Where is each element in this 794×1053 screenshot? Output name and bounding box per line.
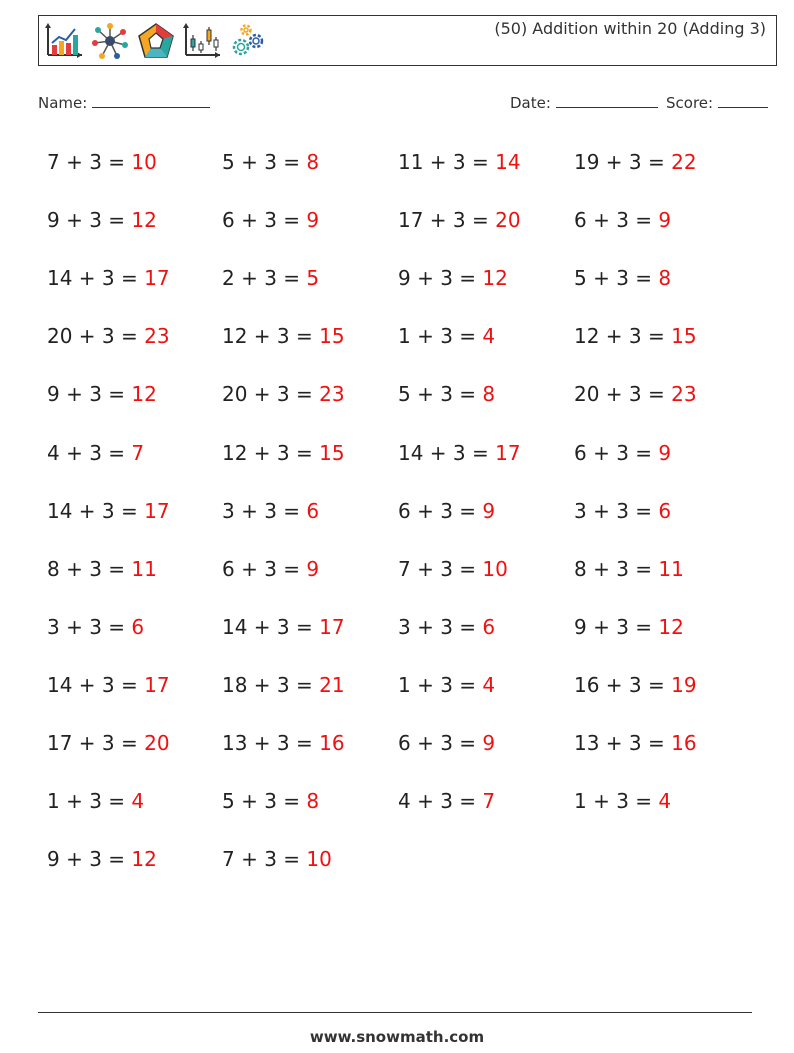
problem-answer: 9 [482, 731, 496, 755]
problem-answer: 15 [671, 324, 697, 348]
problem-answer: 17 [144, 499, 170, 523]
date-label: Date: [510, 94, 551, 112]
problem-item [574, 208, 671, 232]
problem-answer: 5 [306, 266, 320, 290]
problem-answer: 12 [131, 208, 157, 232]
problem-answer: 7 [131, 441, 145, 465]
problem-expression: 7 + 3 = [222, 847, 307, 871]
problem-answer: 16 [671, 731, 697, 755]
problem-expression: 12 + 3 = [574, 324, 672, 348]
problem-expression: 6 + 3 = [574, 208, 659, 232]
problem-answer: 16 [319, 731, 345, 755]
problem-answer: 19 [671, 673, 697, 697]
problem-expression: 8 + 3 = [47, 557, 132, 581]
problem-expression: 19 + 3 = [574, 150, 672, 174]
problem-answer: 6 [131, 615, 145, 639]
problem-answer: 17 [319, 615, 345, 639]
problem-item [574, 731, 697, 755]
problem-expression: 14 + 3 = [47, 266, 145, 290]
problem-answer: 9 [482, 499, 496, 523]
problem-expression: 13 + 3 = [222, 731, 320, 755]
problem-answer: 7 [482, 789, 496, 813]
problem-item [574, 382, 697, 406]
problem-expression: 7 + 3 = [398, 557, 483, 581]
problem-expression: 14 + 3 = [222, 615, 320, 639]
problem-answer: 10 [131, 150, 157, 174]
problem-expression: 3 + 3 = [222, 499, 307, 523]
problem-answer: 6 [306, 499, 320, 523]
problem-expression: 5 + 3 = [222, 789, 307, 813]
problem-expression: 4 + 3 = [398, 789, 483, 813]
problem-answer: 22 [671, 150, 697, 174]
footer-divider [38, 1012, 752, 1013]
problem-answer: 20 [495, 208, 521, 232]
problem-answer: 9 [658, 208, 672, 232]
problem-item [222, 615, 345, 639]
problem-expression: 1 + 3 = [47, 789, 132, 813]
problem-expression: 16 + 3 = [574, 673, 672, 697]
problem-item [47, 557, 157, 581]
problem-item [222, 208, 319, 232]
problem-expression: 5 + 3 = [222, 150, 307, 174]
problem-expression: 13 + 3 = [574, 731, 672, 755]
problem-item [222, 731, 345, 755]
problem-expression: 1 + 3 = [574, 789, 659, 813]
problem-answer: 11 [658, 557, 684, 581]
name-label: Name: [38, 94, 88, 112]
problem-expression: 9 + 3 = [398, 266, 483, 290]
problem-item [222, 789, 319, 813]
problem-answer: 23 [671, 382, 697, 406]
problem-answer: 9 [306, 557, 320, 581]
problem-expression: 6 + 3 = [574, 441, 659, 465]
problem-item [398, 150, 521, 174]
problem-expression: 9 + 3 = [47, 382, 132, 406]
problem-expression: 9 + 3 = [47, 847, 132, 871]
problem-item [574, 789, 671, 813]
worksheet-title: (50) Addition within 20 (Adding 3) [494, 19, 766, 38]
problem-answer: 8 [306, 789, 320, 813]
problem-item [574, 673, 697, 697]
problem-item [222, 673, 345, 697]
problem-item [398, 731, 495, 755]
problem-expression: 14 + 3 = [47, 499, 145, 523]
problem-answer: 12 [658, 615, 684, 639]
problem-item [47, 266, 170, 290]
problem-expression: 11 + 3 = [398, 150, 496, 174]
problem-item [398, 266, 508, 290]
score-label: Score: [666, 94, 714, 112]
problem-expression: 12 + 3 = [222, 324, 320, 348]
problem-item [398, 673, 495, 697]
problem-item [222, 499, 319, 523]
problem-item [222, 441, 345, 465]
problem-expression: 6 + 3 = [398, 499, 483, 523]
problem-item [47, 615, 144, 639]
footer-url: www.snowmath.com [309, 1028, 485, 1046]
problem-item [47, 441, 144, 465]
problem-answer: 23 [319, 382, 345, 406]
problem-item [47, 382, 157, 406]
problem-item [222, 847, 332, 871]
problem-item [47, 847, 157, 871]
problem-expression: 20 + 3 = [222, 382, 320, 406]
problem-expression: 20 + 3 = [47, 324, 145, 348]
problem-answer: 12 [131, 847, 157, 871]
problem-expression: 7 + 3 = [47, 150, 132, 174]
problem-expression: 4 + 3 = [47, 441, 132, 465]
problem-expression: 9 + 3 = [47, 208, 132, 232]
problem-item [47, 150, 157, 174]
problem-answer: 6 [658, 499, 672, 523]
problem-item [398, 208, 521, 232]
problem-expression: 5 + 3 = [574, 266, 659, 290]
problem-expression: 1 + 3 = [398, 324, 483, 348]
problem-expression: 17 + 3 = [47, 731, 145, 755]
problem-item [574, 266, 671, 290]
problem-item [398, 324, 495, 348]
problem-answer: 8 [658, 266, 672, 290]
problem-item [47, 673, 170, 697]
problem-answer: 10 [306, 847, 332, 871]
problem-answer: 20 [144, 731, 170, 755]
problem-expression: 17 + 3 = [398, 208, 496, 232]
problem-answer: 12 [131, 382, 157, 406]
problem-item [574, 499, 671, 523]
problem-expression: 6 + 3 = [398, 731, 483, 755]
problem-item [222, 382, 345, 406]
problem-answer: 4 [131, 789, 145, 813]
problem-item [47, 324, 170, 348]
problem-expression: 5 + 3 = [398, 382, 483, 406]
problem-item [398, 441, 521, 465]
problem-expression: 8 + 3 = [574, 557, 659, 581]
problem-expression: 9 + 3 = [574, 615, 659, 639]
problem-item [574, 615, 684, 639]
problem-answer: 17 [495, 441, 521, 465]
problem-expression: 12 + 3 = [222, 441, 320, 465]
problem-answer: 12 [482, 266, 508, 290]
problem-item [47, 789, 144, 813]
problem-answer: 11 [131, 557, 157, 581]
problem-item [222, 266, 319, 290]
problem-item [574, 557, 684, 581]
problem-answer: 9 [658, 441, 672, 465]
problem-item [398, 382, 495, 406]
problem-expression: 1 + 3 = [398, 673, 483, 697]
problem-item [222, 324, 345, 348]
problem-answer: 8 [482, 382, 496, 406]
problem-answer: 4 [482, 324, 496, 348]
problem-item [398, 615, 495, 639]
problem-item [398, 557, 508, 581]
problem-answer: 21 [319, 673, 345, 697]
problem-expression: 14 + 3 = [47, 673, 145, 697]
problem-item [47, 499, 170, 523]
problem-item [47, 208, 157, 232]
problem-answer: 17 [144, 673, 170, 697]
problem-answer: 14 [495, 150, 521, 174]
problem-answer: 4 [482, 673, 496, 697]
problem-item [574, 150, 697, 174]
problem-expression: 6 + 3 = [222, 557, 307, 581]
problem-expression: 14 + 3 = [398, 441, 496, 465]
problem-item [222, 150, 319, 174]
problem-item [398, 499, 495, 523]
problem-item [574, 324, 697, 348]
problem-item [47, 731, 170, 755]
problem-expression: 3 + 3 = [398, 615, 483, 639]
problem-answer: 10 [482, 557, 508, 581]
problem-expression: 6 + 3 = [222, 208, 307, 232]
problem-answer: 6 [482, 615, 496, 639]
problem-answer: 9 [306, 208, 320, 232]
problem-answer: 17 [144, 266, 170, 290]
problem-expression: 18 + 3 = [222, 673, 320, 697]
problem-answer: 23 [144, 324, 170, 348]
problem-item [398, 789, 495, 813]
problem-answer: 8 [306, 150, 320, 174]
problem-item [574, 441, 671, 465]
problem-answer: 15 [319, 441, 345, 465]
problem-expression: 20 + 3 = [574, 382, 672, 406]
problem-expression: 3 + 3 = [574, 499, 659, 523]
problem-expression: 2 + 3 = [222, 266, 307, 290]
problem-item [222, 557, 319, 581]
problem-answer: 4 [658, 789, 672, 813]
problem-answer: 15 [319, 324, 345, 348]
problem-expression: 3 + 3 = [47, 615, 132, 639]
